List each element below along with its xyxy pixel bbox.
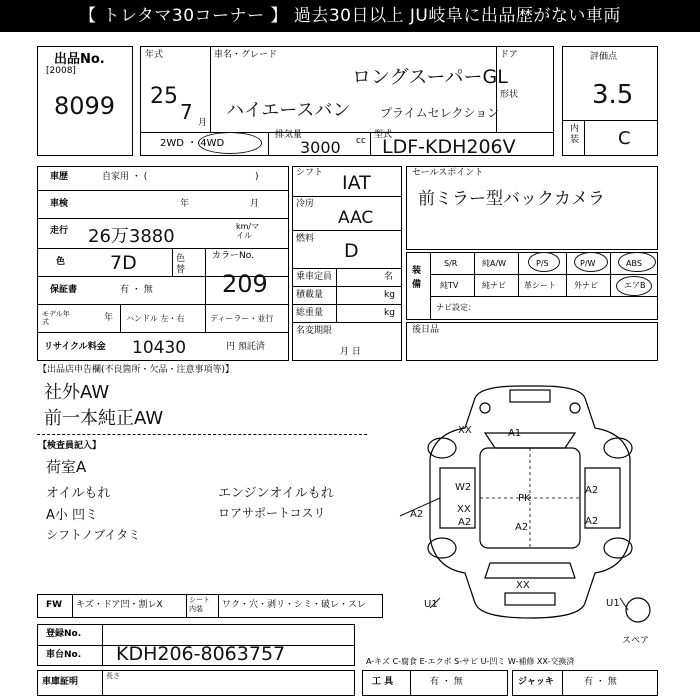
equip-circle	[528, 252, 560, 272]
drive-circle	[198, 132, 262, 154]
mileage-value: 26万3880	[88, 226, 175, 247]
chassis-value: KDH206-8063757	[116, 643, 286, 665]
inspector-note: ロアサポートコスリ	[218, 506, 326, 520]
fuel-label: 燃料	[296, 234, 315, 244]
damage-mark: PK	[518, 493, 531, 504]
damage-mark: A2	[585, 516, 599, 527]
equip-item: P/S	[536, 259, 549, 268]
equip-item: 純A/W	[482, 259, 507, 268]
weight-label: 総重量	[296, 308, 324, 318]
damage-legend: A-キズ C-腐食 E-エクボ S-サビ U-凹ミ W-補修 XX-交換済	[366, 657, 575, 666]
equip-item: 革シート	[524, 281, 556, 290]
year-tag: [2008]	[46, 66, 76, 76]
inspector-note: A小 凹ミ	[46, 508, 99, 523]
handle-label: ハンドル 左・右	[126, 314, 185, 323]
dealer-label: ディーラー・並行	[210, 314, 274, 323]
remarks-line1: 社外AW	[44, 382, 110, 403]
mileage-label: 走行	[50, 226, 69, 236]
navi-label: ナビ設定：	[436, 303, 476, 312]
capacity-unit: 名	[384, 272, 394, 282]
lot-label: 出品No.	[54, 52, 105, 67]
damage-mark: U1	[424, 599, 438, 610]
inspector-note: エンジンオイルもれ	[218, 486, 334, 501]
jack-value: 有 ・ 無	[584, 677, 617, 687]
recycle-unit: 円 預託済	[226, 342, 265, 352]
damage-mark: U1	[606, 598, 620, 609]
sales-label: セールスポイント	[412, 168, 484, 178]
equip-item: エアB	[624, 281, 646, 290]
score-value: 3.5	[592, 80, 634, 110]
color-no-value: 209	[222, 270, 268, 298]
shape-label: 形状	[500, 90, 519, 100]
tools-label: 工 具	[372, 677, 394, 687]
inspector-note: シフトノブイタミ	[46, 528, 141, 542]
remarks-label: 【出品店申告欄(不良箇所・欠品・注意事項等)】	[38, 365, 235, 375]
equip-label: 装備	[412, 266, 422, 290]
garage-length: 長さ	[106, 672, 120, 680]
name-change-unit: 月 日	[340, 347, 361, 357]
displacement-label: 排気量	[275, 130, 303, 140]
spare-label: スペア	[622, 636, 650, 646]
post-box	[406, 322, 658, 361]
equip-circle	[574, 252, 608, 272]
fw-text: キズ・ドア凹・割レX	[76, 600, 163, 610]
year-label: 年式	[145, 50, 164, 60]
name-label: 車名・グレード	[214, 50, 278, 60]
interior-value: C	[618, 128, 631, 149]
load-unit: kg	[384, 290, 395, 300]
month-value: 7	[180, 100, 193, 124]
reg-label: 登録No.	[46, 629, 82, 639]
post-label: 後日品	[412, 325, 440, 335]
tools-value: 有 ・ 無	[430, 677, 463, 687]
garage-row	[37, 670, 355, 696]
damage-mark: A1	[508, 428, 522, 439]
lot-number: 8099	[54, 92, 116, 120]
inspection-label: 車検	[50, 199, 69, 209]
warranty-value: 有 ・ 無	[120, 285, 153, 295]
inspector-note: オイルもれ	[46, 486, 111, 501]
damage-mark: W2	[455, 482, 472, 493]
equip-item: 純ナビ	[482, 281, 506, 290]
equip-item: P/W	[580, 259, 596, 268]
color-no-label: カラーNo.	[212, 251, 254, 261]
name-sub: プライムセレクション	[380, 106, 500, 120]
damage-mark: XX	[516, 580, 530, 591]
chassis-label: 車台No.	[46, 650, 82, 660]
month-unit: 月	[198, 118, 208, 128]
fw-label: FW	[46, 600, 63, 610]
equip-item: 純TV	[440, 281, 459, 290]
name-value: ハイエースバン	[226, 100, 351, 121]
inspector-note: 荷室A	[46, 458, 87, 476]
warranty-label: 保証書	[50, 285, 78, 295]
garage-label: 車庫証明	[42, 677, 79, 687]
inspection-month-unit: 月	[250, 199, 260, 209]
damage-mark: A2	[515, 522, 529, 533]
cooling-label: 冷房	[296, 199, 315, 209]
damage-mark: A2	[410, 509, 424, 520]
load-label: 積載量	[296, 290, 324, 300]
history-value: 自家用 ・ (	[102, 172, 148, 182]
equip-circle	[616, 276, 652, 296]
score-label: 評価点	[590, 52, 618, 62]
model-label: 型式	[374, 130, 393, 140]
model-value: LDF-KDH206V	[382, 136, 516, 158]
color-change: 色替	[176, 254, 186, 275]
capacity-label: 乗車定員	[296, 272, 333, 282]
equip-item: S/R	[444, 259, 458, 268]
damage-mark: A2	[458, 517, 472, 528]
model-year-unit: 年	[104, 313, 114, 323]
km-unit: km/マイル	[236, 222, 260, 240]
banner-title: 【 トレタマ30コーナー 】 過去30日以上 JU岐阜に出品歴がない車両	[0, 0, 700, 32]
remarks-line2: 前一本純正AW	[44, 408, 164, 429]
model-year-label: モデル年式	[42, 310, 70, 326]
damage-mark: A2	[585, 485, 599, 496]
drive-options: 2WD ・ 4WD	[160, 138, 225, 149]
shift-label: シフト	[296, 168, 324, 178]
cooling-value: AAC	[338, 208, 374, 228]
interior-label: 内装	[570, 124, 580, 145]
displacement-unit: cc	[356, 136, 366, 146]
door-label: ドア	[500, 50, 518, 60]
name-change-label: 名変期限	[296, 326, 333, 336]
inspection-year-unit: 年	[180, 199, 190, 209]
color-value: 7D	[110, 252, 137, 274]
equip-item: 外ナビ	[574, 281, 598, 290]
displacement-value: 3000	[300, 138, 341, 157]
sales-value: 前ミラー型バックカメラ	[418, 189, 605, 209]
inspector-label: 【検査員記入】	[38, 441, 102, 451]
equip-circle	[618, 252, 656, 272]
grade-value: ロングスーパーGL	[352, 66, 508, 88]
fuel-value: D	[344, 240, 359, 262]
seat-text: ワク・穴・剥リ・シミ・破レ・スレ	[222, 600, 367, 610]
jack-label: ジャッキ	[518, 677, 554, 687]
equip-item: ABS	[626, 259, 642, 268]
history-label: 車歴	[50, 172, 69, 182]
recycle-label: リサイクル料金	[44, 342, 106, 352]
color-label: 色	[56, 257, 66, 267]
seat-label: シート内装	[189, 596, 210, 613]
weight-unit: kg	[384, 308, 395, 318]
damage-mark: XX	[457, 504, 471, 515]
damage-mark: XX	[458, 425, 472, 436]
car-diagram	[380, 378, 680, 628]
shift-value: IAT	[342, 172, 371, 194]
history-close: )	[255, 172, 259, 182]
recycle-value: 10430	[132, 338, 187, 358]
year-value: 25	[150, 84, 178, 109]
